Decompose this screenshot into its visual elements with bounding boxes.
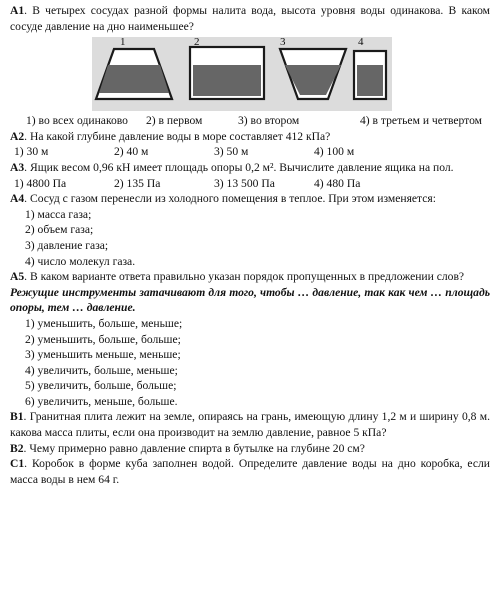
a4-option-1: 1) масса газа; xyxy=(25,207,92,221)
question-number: В1 xyxy=(10,410,24,424)
a4-option-4: 4) число молекул газа. xyxy=(25,254,136,268)
a2-options xyxy=(10,144,490,160)
question-text: . На какой глубине давление воды в море составляет 412 кПа? xyxy=(24,129,331,143)
vessel-label-1: 1 xyxy=(120,37,126,49)
question-a4 xyxy=(10,191,490,207)
question-a2 xyxy=(10,129,490,145)
a1-option-4: 4) в третьем и четвертом xyxy=(360,114,482,128)
question-a3 xyxy=(10,160,490,176)
a5-option-1: 1) уменьшить, больше, меньше; xyxy=(25,316,183,330)
vessel-4 xyxy=(354,51,386,99)
vessel-3 xyxy=(280,49,346,99)
vessel-2 xyxy=(190,47,264,99)
a5-option-4: 4) увеличить, больше, меньше; xyxy=(25,363,178,377)
a1-option-2: 2) в первом xyxy=(146,114,203,128)
a5-quote: Режущие инструменты затачивают для того, чтобы … давление, так как чем … площадь опоры, тем … давление. xyxy=(10,285,490,315)
vessel-label-3: 3 xyxy=(280,37,286,49)
question-number: А4 xyxy=(10,192,25,206)
question-text: . В каком варианте ответа правильно указан порядок пропущенных в предложении слов? xyxy=(24,270,465,284)
question-b2 xyxy=(10,441,490,457)
question-text: . Сосуд с газом перенесли из холодного помещения в теплое. При этом изменяется: xyxy=(24,192,436,206)
vessels-figure xyxy=(92,37,392,111)
a3-option-2: 2) 135 Па xyxy=(114,176,161,190)
question-a1 xyxy=(10,3,490,34)
a3-option-4: 4) 480 Па xyxy=(314,176,361,190)
question-number: В2 xyxy=(10,441,24,455)
a1-options xyxy=(10,113,490,129)
a2-option-1: 1) 30 м xyxy=(14,145,49,159)
a4-option-2: 2) объем газа; xyxy=(25,223,94,237)
question-b1 xyxy=(10,409,490,440)
a3-options xyxy=(10,176,490,192)
a5-options xyxy=(10,316,490,410)
a4-option-3: 3) давление газа; xyxy=(25,238,109,252)
question-text: . Чему примерно равно давление спирта в бутылке на глубине 20 см? xyxy=(23,441,365,455)
vessel-label-4: 4 xyxy=(358,37,364,49)
vessels-drawing xyxy=(92,37,392,111)
question-text: . Ящик весом 0,96 кН имеет площадь опоры 0,2 м². Вычислите давление ящика на пол. xyxy=(24,160,454,174)
a5-option-5: 5) увеличить, больше, больше; xyxy=(25,379,177,393)
question-number: А3 xyxy=(10,160,25,174)
a5-option-3: 3) уменьшить меньше, меньше; xyxy=(25,348,181,362)
a4-options xyxy=(10,207,490,269)
question-number: А2 xyxy=(10,129,25,143)
a1-option-1: 1) во всех одинаково xyxy=(26,114,128,128)
a1-option-3: 3) во втором xyxy=(238,114,300,128)
question-c1 xyxy=(10,456,490,487)
question-text: . Гранитная плита лежит на земле, опираясь на грань, имеющую длину 1,2 м и ширину 0,8 м. какова масса плиты, если она производит на землю давление, равное 5 кПа? xyxy=(10,410,490,440)
question-number: С1 xyxy=(10,457,25,471)
question-text: . Коробок в форме куба заполнен водой. Определите давление воды на дно коробка, если масса воды в нем 64 г. xyxy=(10,457,490,486)
a5-option-2: 2) уменьшить, больше, больше; xyxy=(25,332,181,346)
a5-option-6: 6) увеличить, меньше, больше. xyxy=(25,394,178,408)
question-number: А1 xyxy=(10,4,25,17)
vessel-1 xyxy=(96,49,172,99)
a2-option-3: 3) 50 м xyxy=(214,145,249,159)
a3-option-1: 1) 4800 Па xyxy=(14,176,67,190)
vessel-label-2: 2 xyxy=(194,37,200,49)
a2-option-4: 4) 100 м xyxy=(314,145,355,159)
question-number: А5 xyxy=(10,270,25,284)
a2-option-2: 2) 40 м xyxy=(114,145,149,159)
question-text: . В четырех сосудах разной формы налита вода, высота уровня воды одинакова. В каком сосуде давление на дно наименьшее? xyxy=(10,4,490,33)
a3-option-3: 3) 13 500 Па xyxy=(214,176,275,190)
question-a5 xyxy=(10,269,490,285)
